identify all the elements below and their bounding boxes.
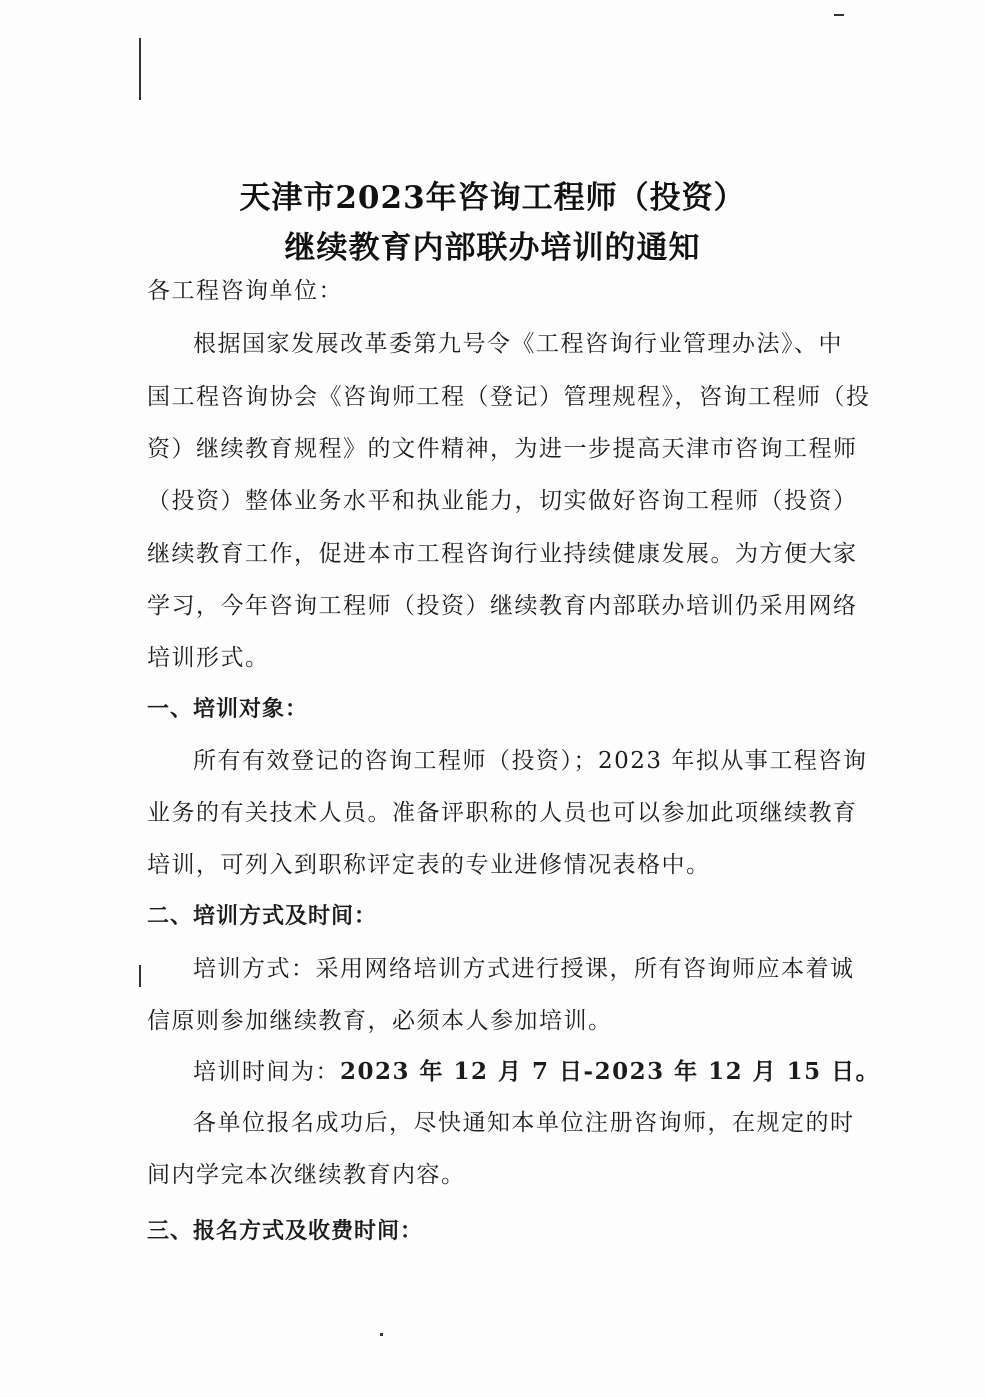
- intro-line: 根据国家发展改革委第九号令《工程咨询行业管理办法》、中: [193, 331, 843, 357]
- document-title-line-1: 天津市2023年咨询工程师（投资）: [239, 180, 746, 216]
- intro-line: 资）继续教育规程》的文件精神，为进一步提高天津市咨询工程师: [147, 436, 858, 462]
- intro-line: 继续教育工作，促进本市工程咨询行业持续健康发展。为方便大家: [147, 541, 858, 567]
- section-heading-2: 二、培训方式及时间：: [147, 903, 378, 929]
- section1-line: 所有有效登记的咨询工程师（投资）；2023 年拟从事工程咨询: [193, 748, 868, 774]
- section2-notice-line: 间内学完本次继续教育内容。: [147, 1162, 466, 1188]
- salutation: 各工程咨询单位：: [147, 278, 343, 304]
- scan-mark-margin: [139, 965, 141, 987]
- document-title-line-2: 继续教育内部联办培训的通知: [284, 230, 701, 266]
- intro-line: 国工程咨询协会《咨询师工程（登记）管理规程》，咨询工程师（投: [147, 384, 871, 410]
- training-time-label: 培训时间为：: [193, 1059, 340, 1085]
- scan-mark-top-right: [834, 14, 844, 16]
- scan-mark-left: [139, 38, 141, 100]
- section-heading-1: 一、培训对象：: [147, 696, 309, 722]
- section2-method-line: 信原则参加继续教育，必须本人参加培训。: [147, 1008, 613, 1034]
- section2-method-line: 培训方式：采用网络培训方式进行授课，所有咨询师应本着诚: [193, 956, 855, 982]
- section2-notice-line: 各单位报名成功后，尽快通知本单位注册咨询师，在规定的时: [193, 1110, 855, 1136]
- section1-line: 培训，可列入到职称评定表的专业进修情况表格中。: [147, 852, 711, 878]
- section1-line: 业务的有关技术人员。准备评职称的人员也可以参加此项继续教育: [147, 800, 858, 826]
- intro-line: 学习，今年咨询工程师（投资）继续教育内部联办培训仍采用网络: [147, 593, 858, 619]
- scan-dot-bottom: [380, 1333, 383, 1336]
- intro-line: （投资）整体业务水平和执业能力，切实做好咨询工程师（投资）: [147, 488, 858, 514]
- intro-line: 培训形式。: [147, 645, 270, 671]
- training-time: [193, 1053, 880, 1086]
- section-heading-3: 三、报名方式及收费时间：: [147, 1218, 424, 1244]
- training-time-value: 2023 年 12 月 7 日-2023 年 12 月 15 日。: [340, 1058, 881, 1085]
